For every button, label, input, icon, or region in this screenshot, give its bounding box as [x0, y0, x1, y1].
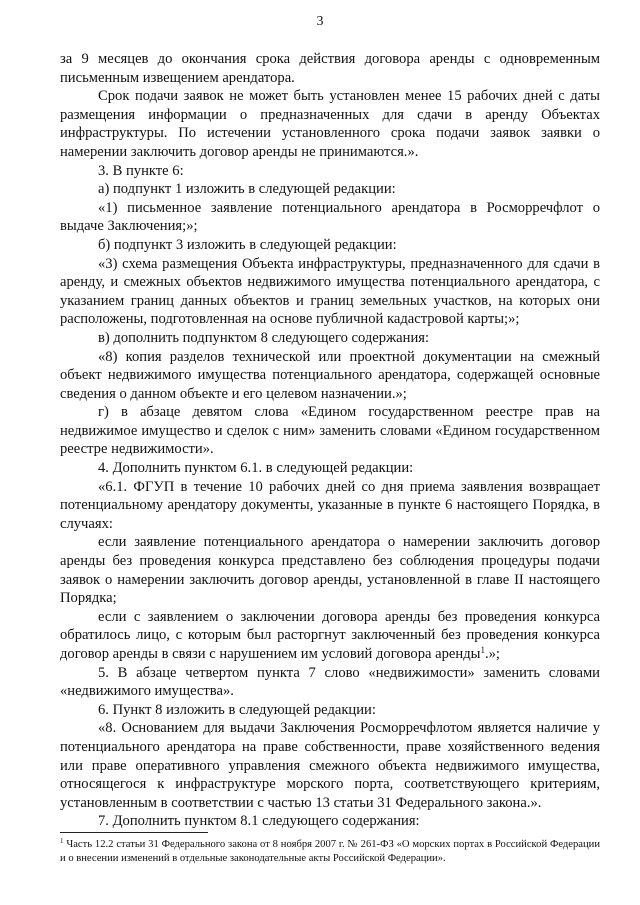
- paragraph: [60, 87, 600, 161]
- paragraph: [60, 664, 600, 701]
- paragraph-text: 6. Пункт 8 изложить в следующей редакции:: [98, 701, 376, 718]
- paragraph: [60, 608, 600, 664]
- footnote: [60, 838, 600, 866]
- paragraph-text: «1) письменное заявление потенциального арендатора в Росморречфлот о выдаче Заключения;»;: [60, 199, 600, 235]
- paragraph-text: если заявление потенциального арендатора о намерении заключить договор аренды без проведения конкурса представлено без соблюдения процедуры подачи заявок о намерении заключить договор аренды, установленной в главе II настоящего Порядка;: [60, 534, 600, 607]
- footnote-text: Часть 12.2 статьи 31 Федерального закона от 8 ноября 2007 г. № 261-ФЗ «О морских портах в Российской Федерации и о внесении изменений в отдельные законодательные акты Российской Федерации».: [60, 839, 600, 864]
- paragraph-text: 7. Дополнить пунктом 8.1 следующего содержания:: [98, 813, 420, 830]
- paragraph-text: если с заявлением о заключении договора аренды без проведения конкурса обратилось лицо, с которым был расторгнут заключенный без проведения конкурса договор аренды в связи с нарушением им условий договора аренды: [60, 608, 600, 662]
- paragraph-text: 3. В пункте 6:: [98, 162, 184, 179]
- paragraph: [60, 478, 600, 534]
- paragraph: [60, 255, 600, 329]
- page-number: 3: [316, 14, 324, 29]
- paragraph: [60, 403, 600, 459]
- paragraph: [60, 199, 600, 236]
- paragraph: [60, 533, 600, 607]
- paragraph: [60, 162, 600, 181]
- paragraph-text: «6.1. ФГУП в течение 10 рабочих дней со дня приема заявления возвращает потенциальному арендатору документы, указанные в пункте 6 настоящего Порядка, в случаях:: [60, 478, 600, 532]
- footnote-mark: 1: [60, 837, 64, 845]
- paragraph: [60, 236, 600, 255]
- body-text: [60, 50, 600, 831]
- footnote-divider: [60, 832, 208, 833]
- paragraph: [60, 812, 600, 831]
- paragraph: [60, 329, 600, 348]
- paragraph-text: 4. Дополнить пунктом 6.1. в следующей редакции:: [98, 460, 414, 477]
- paragraph-text: Срок подачи заявок не может быть установлен менее 15 рабочих дней с даты размещения информации о предназначенных для сдачи в аренду Объектах инфраструктуры. По истечении установленного срока подачи заявок заявки о намерении заключить договор аренды не принимаются.».: [60, 88, 600, 160]
- paragraph-text: б) подпункт 3 изложить в следующей редакции:: [98, 236, 397, 253]
- paragraph-text-tail: .»;: [484, 646, 500, 662]
- paragraph-text: за 9 месяцев до окончания срока действия договора аренды с одновременным письменным извещением арендатора.: [60, 51, 600, 86]
- paragraph-text: в) дополнить подпунктом 8 следующего содержания:: [98, 329, 430, 346]
- paragraph: [60, 719, 600, 812]
- paragraph: [60, 459, 600, 478]
- paragraph-text: «8) копия разделов технической или проектной документации на смежный объект недвижимого имущества потенциального арендатора, содержащей основные сведения о данном объекте и его целевом назначении.»;: [60, 348, 600, 402]
- paragraph-text: «3) схема размещения Объекта инфраструктуры, предназначенного для сдачи в аренду, и смежных объектов недвижимого имущества потенциального арендатора, с указанием границ данных объектов и границ земельных участков, на которых они расположены, подготовленная на основе публичной кадастровой карты;»;: [60, 255, 600, 328]
- paragraph: [60, 180, 600, 199]
- paragraph-text: 5. В абзаце четвертом пункта 7 слово «недвижимости» заменить словами «недвижимого имущества».: [60, 664, 600, 700]
- paragraph: [60, 701, 600, 720]
- paragraph-text: «8. Основанием для выдачи Заключения Росморречфлотом является наличие у потенциального арендатора на праве собственности, праве хозяйственного ведения или праве оперативного управления смежного объекта недвижимого имущества, относящегося к инфраструктуре морского порта, соответствующего критериям, установленным в соответствии с частью 13 статьи 31 Федерального закона.».: [60, 720, 600, 811]
- footnote-reference: 1: [480, 645, 485, 655]
- paragraph: [60, 348, 600, 404]
- paragraph-text: а) подпункт 1 изложить в следующей редакции:: [98, 181, 396, 198]
- paragraph: [60, 50, 600, 87]
- paragraph-text: г) в абзаце девятом слова «Едином государственном реестре прав на недвижимое имущество и сделок с ним» заменить словами «Едином государственном реестре недвижимости».: [60, 404, 600, 458]
